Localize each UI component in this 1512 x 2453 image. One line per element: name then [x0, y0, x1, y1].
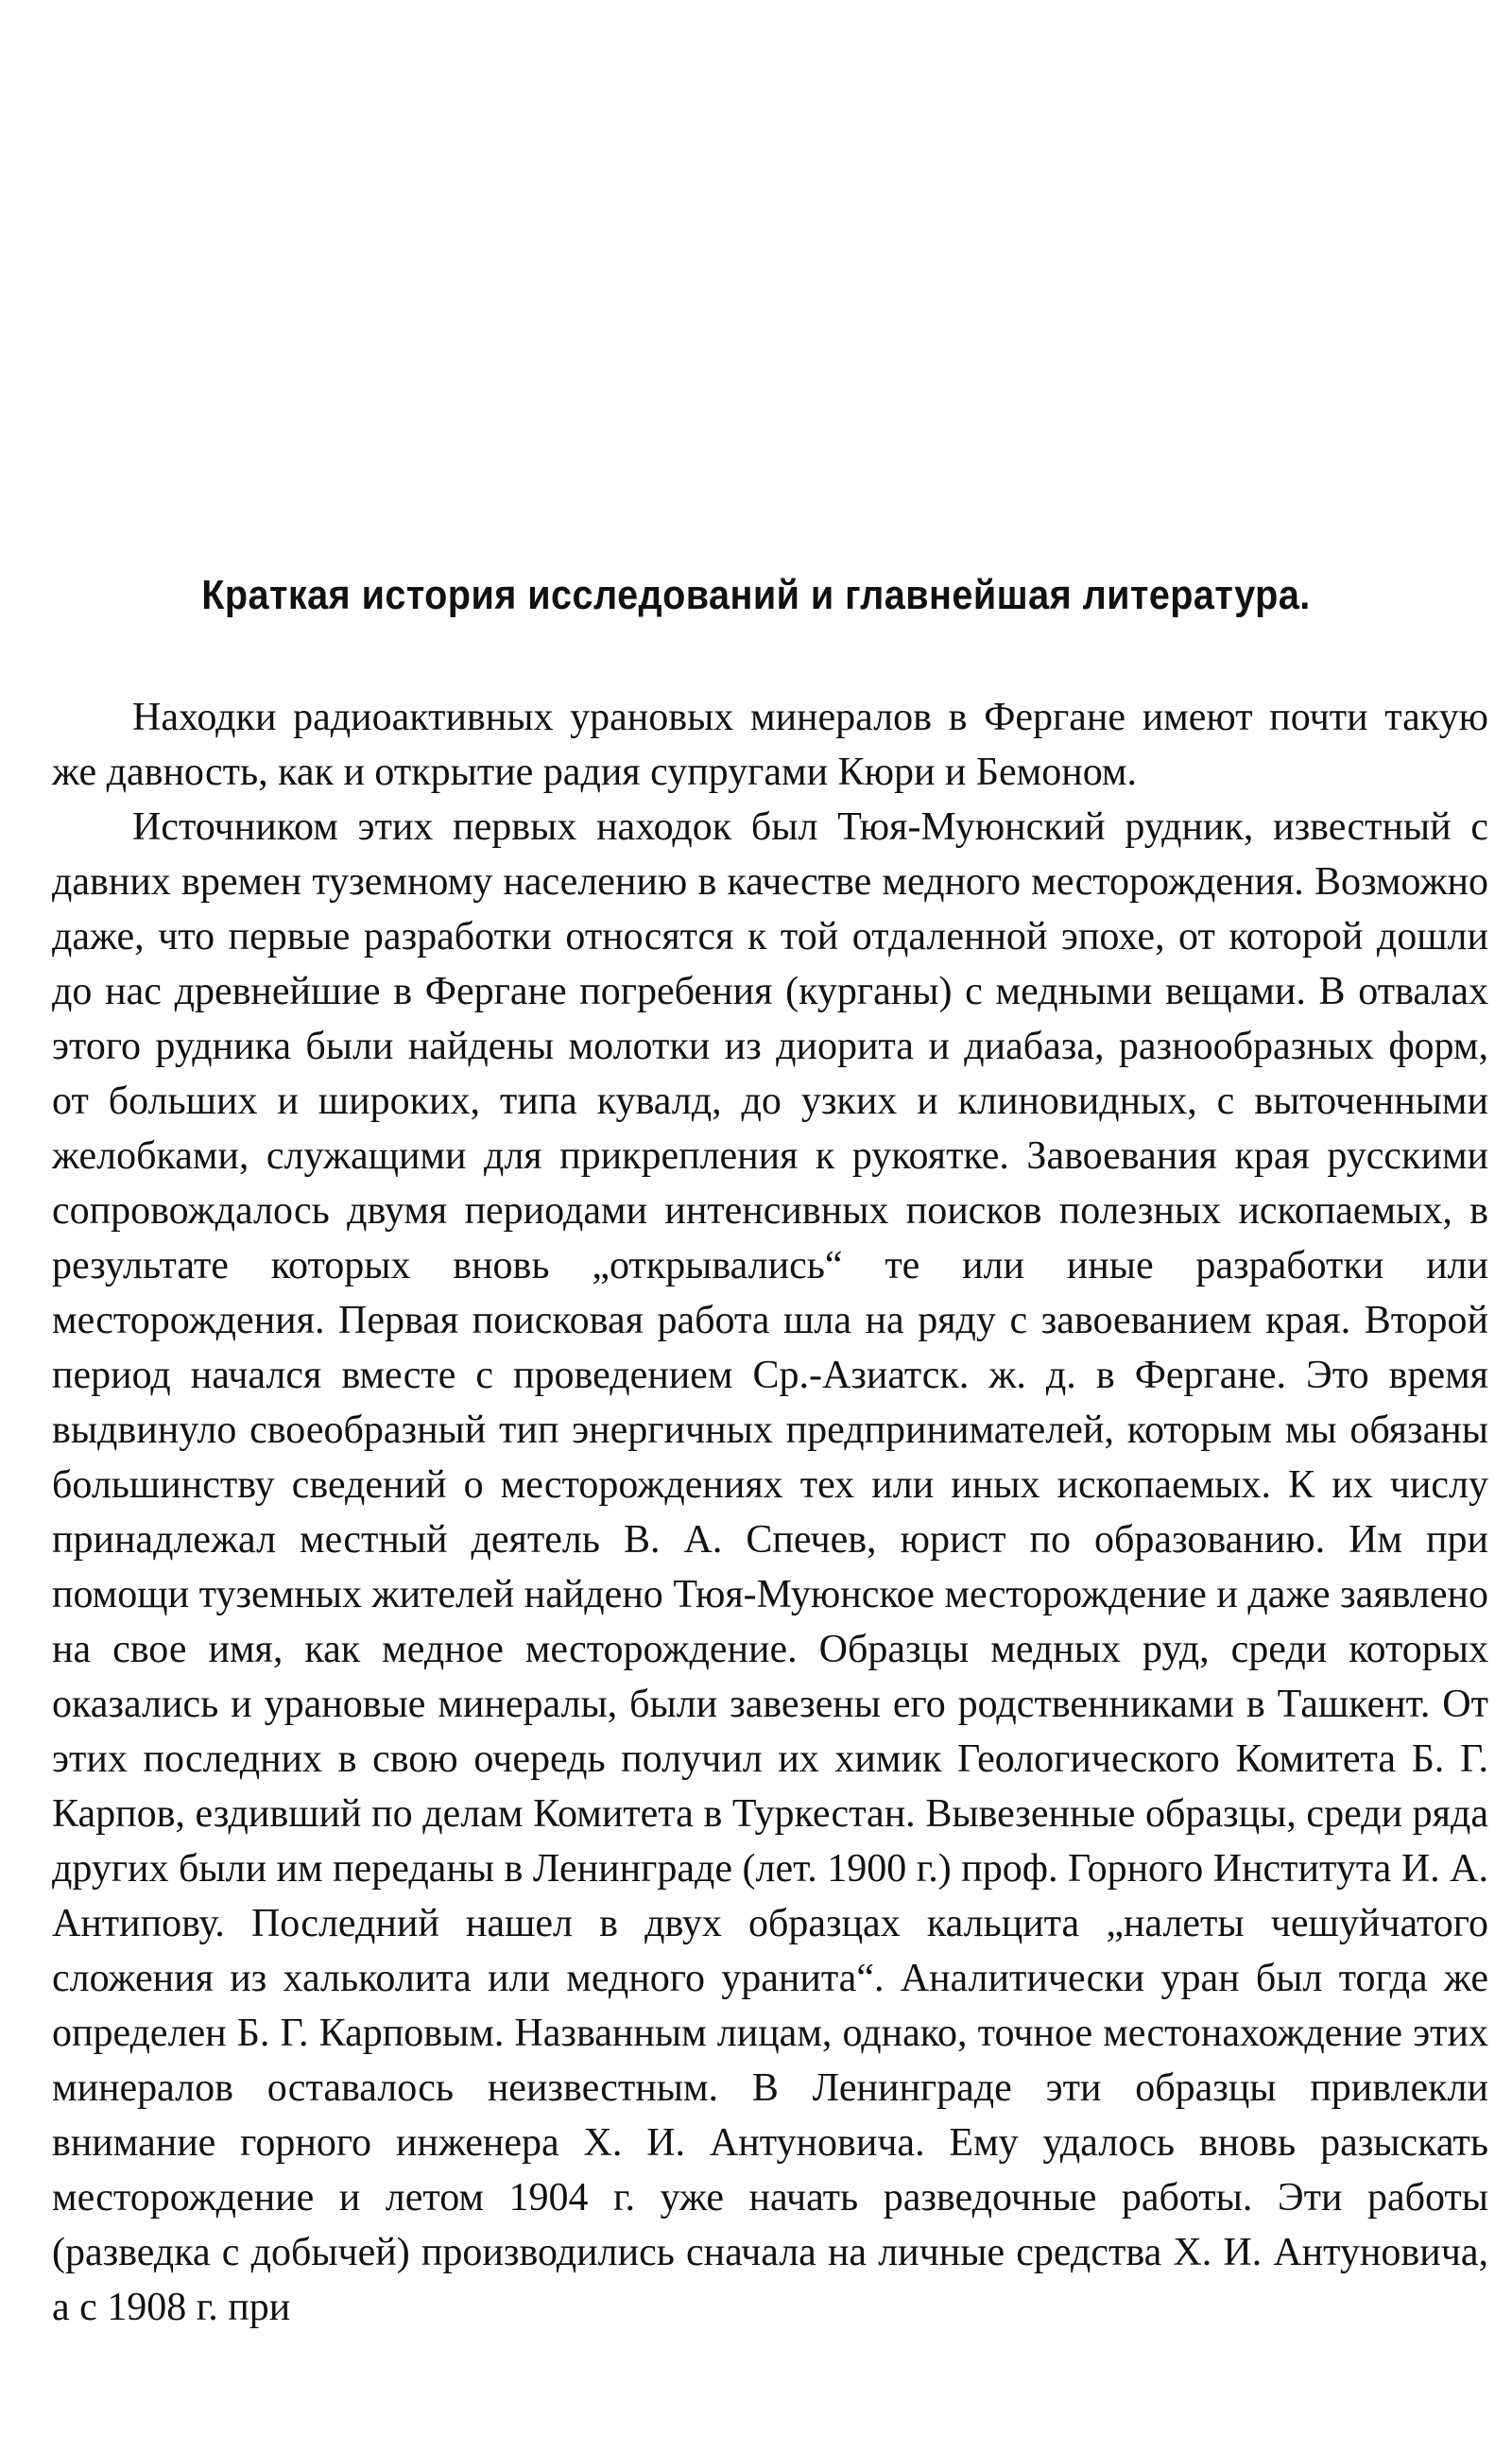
paragraph: Источником этих первых находок был Тюя-Муюнский рудник, известный с давних времен туземному населению в качестве медного месторождения. Возможно даже, что первые разработки относятся к той отдаленной эпохе, от которой дошли до нас древнейшие в Фергане погребения (курганы) с медными вещами. В отвалах этого рудника были найдены молотки из диорита и диабаза, разнообразных форм, от больших и широких, типа кувалд, до узких и клиновидных, с выточенными желобками, служащими для прикрепления к рукоятке. Завоевания края русскими сопровождалось двумя периодами интенсивных поисков полезных ископаемых, в результате которых вновь „открывались“ те или иные разработки или месторождения. Первая поисковая работа шла на ряду с завоеванием края. Второй период начался вместе с проведением Ср.-Азиатск. ж. д. в Фергане. Это время выдвинуло своеобразный тип энергичных предпринимателей, которым мы обязаны большинству сведений о месторождениях тех или иных ископаемых. К их числу принадлежал местный деятель В. А. Спечев, юрист по образованию. Им при помощи туземных жителей найдено Тюя-Муюнское месторождение и даже заявлено на свое имя, как медное месторождение. Образцы медных руд, среди которых оказались и урановые минералы, были завезены его родственниками в Ташкент. От этих последних в свою очередь получил их химик Геологического Комитета Б. Г. Карпов, ездивший по делам Комитета в Туркестан. Вывезенные образцы, среди ряда других были им переданы в Ленинграде (лет. 1900 г.) проф. Горного Института И. А. Антипову. Последний нашел в двух образцах кальцита „налеты чешуйчатого сложения из хальколита или медного уранита“. Аналитически уран был тогда же определен Б. Г. Карповым. Названным лицам, однако, точное местонахождение этих минералов оставалось неизвестным. В Ленинграде эти образцы привлекли внимание горного инженера Х. И. Антуновича. Ему удалось вновь разыскать месторождение и летом 1904 г. уже начать разведочные работы. Эти работы (разведка с добычей) производились сначала на личные средства Х. И. Антуновича, а с 1908 г. при — [52, 805, 1488, 2329]
body-text — [52, 690, 1488, 2335]
paragraph: Находки радиоактивных урановых минералов в Фергане имеют почти такую же давность, как и открытие радия супругами Кюри и Бемоном. — [52, 696, 1488, 794]
section-heading: Краткая история исследований и главнейшая литература. — [201, 572, 1311, 618]
